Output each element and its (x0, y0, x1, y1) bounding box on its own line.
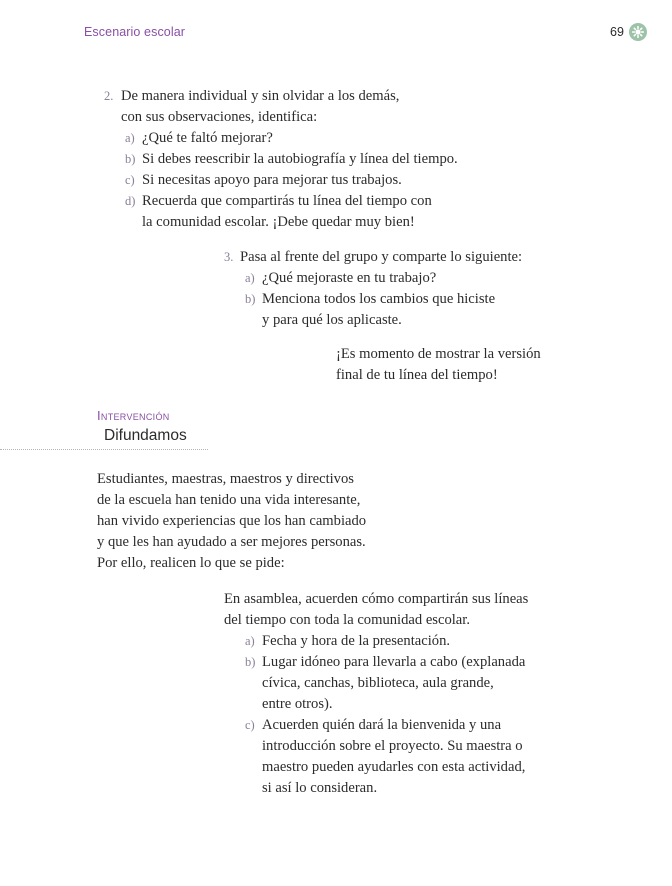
list-item: si así lo consideran. (262, 780, 378, 796)
list-marker: b) (125, 152, 136, 166)
paragraph-line: han vivido experiencias que los han cambiado (97, 513, 367, 529)
list-marker: b) (245, 292, 256, 306)
section-label: Intervención (97, 408, 170, 423)
list-marker: a) (245, 271, 255, 285)
list-item: Acuerden quién dará la bienvenida y una (262, 717, 502, 733)
gear-icon (629, 23, 647, 41)
list-item: maestro pueden ayudarles con esta actividad, (262, 759, 526, 775)
list-marker: b) (245, 655, 256, 669)
section-title: Difundamos (104, 427, 187, 444)
paragraph-line: Por ello, realicen lo que se pide: (97, 555, 285, 571)
step-intro-line: De manera individual y sin olvidar a los demás, (121, 88, 400, 104)
step-intro-line: con sus observaciones, identifica: (121, 109, 318, 125)
header-title: Escenario escolar (84, 25, 186, 39)
list-item: Recuerda que compartirás tu línea del tiempo con (142, 193, 432, 209)
list-item: entre otros). (262, 696, 333, 712)
list-item: y para qué los aplicaste. (262, 312, 402, 328)
page-number: 69 (610, 25, 624, 39)
section-divider (0, 449, 208, 450)
paragraph-line: Estudiantes, maestras, maestros y directivos (97, 471, 354, 487)
list-marker: c) (245, 718, 255, 732)
step-intro-line: Pasa al frente del grupo y comparte lo siguiente: (240, 249, 523, 265)
list-marker: c) (125, 173, 135, 187)
list-item: Si necesitas apoyo para mejorar tus trabajos. (142, 172, 402, 188)
list-item: Si debes reescribir la autobiografía y línea del tiempo. (142, 151, 458, 167)
list-item: Fecha y hora de la presentación. (262, 633, 451, 649)
closing-note-line: final de tu línea del tiempo! (336, 367, 498, 383)
assembly-intro-line: En asamblea, acuerden cómo compartirán sus líneas (224, 591, 529, 607)
list-item: ¿Qué te faltó mejorar? (142, 130, 273, 146)
list-marker: d) (125, 194, 136, 208)
list-item: ¿Qué mejoraste en tu trabajo? (262, 270, 437, 286)
paragraph-line: y que les han ayudado a ser mejores personas. (97, 534, 366, 550)
list-item: Menciona todos los cambios que hiciste (262, 291, 496, 307)
list-item: la comunidad escolar. ¡Debe quedar muy bien! (142, 214, 415, 230)
list-marker: a) (125, 131, 135, 145)
paragraph-line: de la escuela han tenido una vida interesante, (97, 492, 361, 508)
list-item: introducción sobre el proyecto. Su maestra o (262, 738, 523, 754)
closing-note-line: ¡Es momento de mostrar la versión (336, 346, 541, 362)
list-marker: a) (245, 634, 255, 648)
list-item: cívica, canchas, biblioteca, aula grande, (262, 675, 494, 691)
step-number: 3. (224, 250, 234, 264)
step-number: 2. (104, 89, 114, 103)
list-item: Lugar idóneo para llevarla a cabo (explanada (262, 654, 526, 670)
assembly-intro-line: del tiempo con toda la comunidad escolar. (224, 612, 470, 628)
